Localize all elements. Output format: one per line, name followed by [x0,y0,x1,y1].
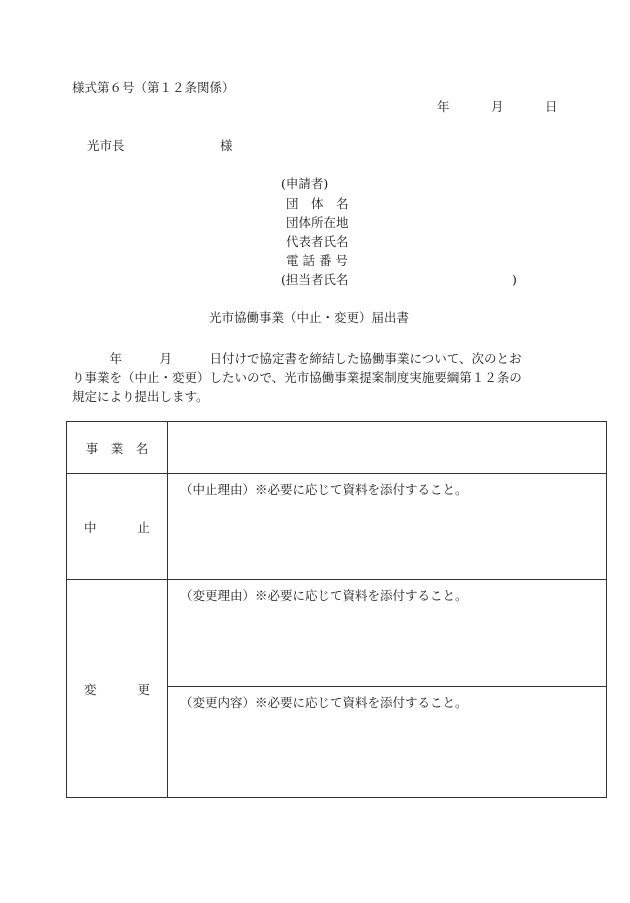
change-label-char-1: 変 [84,682,97,697]
project-name-field[interactable] [168,422,606,473]
body-line-1: 年 月 日付けで協定書を締結した協働事業について、次のとお [72,351,522,366]
change-reason-note: （変更理由）※必要に応じて資料を添付すること。 [180,588,468,603]
change-label [67,580,167,798]
notification-table [66,421,607,798]
addressee-name: 光市長 [87,138,125,153]
change-label-char-2: 更 [137,682,150,697]
body-line-2: り事業を（中止・変更）したいので、光市協働事業提案制度実施要綱第１２条の [72,370,522,385]
document-title: 光市協働事業（中止・変更）届出書 [209,310,410,325]
project-name-label: 事 業 名 [85,440,149,456]
applicant-contact-close: ) [512,272,517,287]
stop-reason-note: （中止理由）※必要に応じて資料を添付すること。 [180,482,468,497]
addressee-honorific: 様 [220,138,233,153]
stop-label [67,474,167,579]
stop-label-char-2: 止 [137,519,150,535]
applicant-phone: 電 話 番 号 [286,253,348,268]
form-number: 様式第６号（第１２条関係） [72,80,235,95]
applicant-heading: (申請者) [281,176,329,191]
date-year: 年 [437,99,450,114]
applicant-address: 団体所在地 [286,215,349,230]
date-day: 日 [545,99,558,114]
column-divider [167,422,168,797]
body-line-3: 規定により提出します。 [72,389,209,404]
body-paragraph [72,349,562,406]
stop-label-char-1: 中 [84,519,97,535]
applicant-contact-open: (担当者氏名 [281,272,349,287]
row-divider-3 [168,686,606,687]
applicant-representative: 代表者氏名 [286,234,349,249]
change-content-note: （変更内容）※必要に応じて資料を添付すること。 [180,695,468,710]
applicant-org-name: 団 体 名 [286,196,349,211]
date-month: 月 [491,99,504,114]
